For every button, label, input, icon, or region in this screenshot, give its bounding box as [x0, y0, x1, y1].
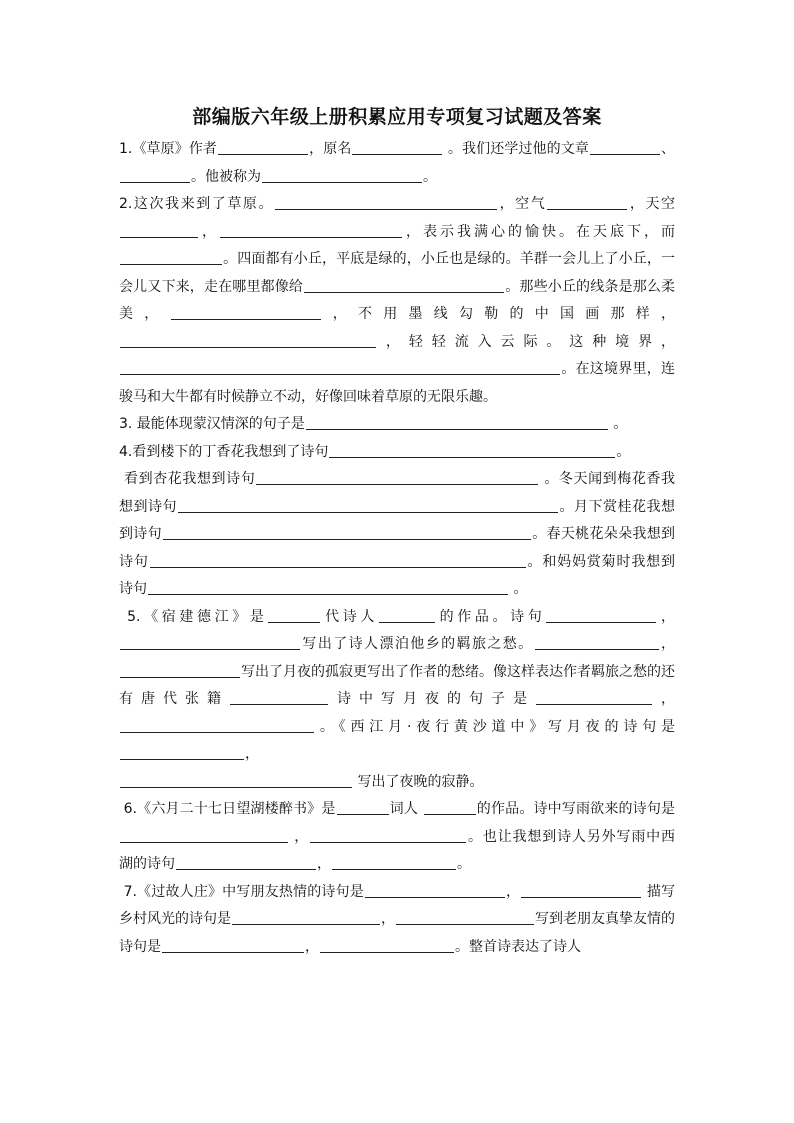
answer-blank[interactable]	[337, 800, 389, 815]
question-text: 7.《过故人庄》中写朋友热情的诗句是	[119, 883, 364, 900]
answer-blank[interactable]	[535, 635, 659, 650]
question-text: 。	[608, 416, 628, 432]
question-text: ，不用墨线勾勒的中国画那样，	[321, 306, 675, 322]
question-text: 。	[457, 856, 471, 872]
answer-blank[interactable]	[120, 718, 314, 733]
question-text: 。整首诗表达了诗人	[455, 938, 581, 955]
question-text: 的作品。诗句	[436, 608, 546, 625]
question-2	[119, 191, 675, 411]
question-text: ，表示我满心的愉快。在天底下，而	[403, 223, 675, 240]
answer-blank[interactable]	[162, 938, 304, 953]
answer-blank[interactable]	[120, 663, 240, 678]
question-list	[119, 136, 680, 961]
question-8	[119, 796, 680, 879]
answer-blank[interactable]	[120, 168, 190, 183]
question-text: ，天空	[628, 196, 676, 212]
worksheet-title: 部编版六年级上册积累应用专项复习试题及答案	[192, 106, 602, 128]
question-text: ，	[317, 856, 331, 872]
question-text: 、	[660, 141, 676, 157]
answer-blank[interactable]	[218, 140, 308, 155]
answer-blank[interactable]	[304, 278, 504, 293]
question-text: 。在这境界里，连骏马和大牛都有时候静立不动，好像回味着草原的无限乐趣。	[119, 361, 675, 405]
question-text: 。也让我想到诗人另外写雨中西湖的诗句	[119, 828, 676, 872]
answer-blank[interactable]	[310, 828, 466, 843]
question-text: 1.《草原》作者	[119, 141, 218, 157]
question-3	[119, 411, 675, 439]
answer-blank[interactable]	[120, 223, 198, 238]
question-text: 。《西江月·夜行黄沙道中》写月夜的诗句是	[315, 718, 675, 735]
answer-blank[interactable]	[171, 305, 321, 320]
question-text: 描写乡村风光的诗句是	[119, 883, 676, 927]
question-9	[119, 879, 675, 962]
question-4	[119, 439, 675, 467]
question-text: 。冬天闻到梅花香我想到诗句	[119, 471, 676, 515]
answer-blank[interactable]	[232, 910, 380, 925]
answer-blank[interactable]	[379, 608, 435, 623]
answer-blank[interactable]	[120, 360, 560, 375]
question-text: 5.《宿建德江》是	[119, 608, 268, 625]
question-text: ，	[245, 746, 259, 762]
answer-blank[interactable]	[268, 608, 320, 623]
question-text: 6.《六月二十七日望湖楼醉书》是	[119, 801, 336, 817]
answer-blank[interactable]	[178, 498, 558, 513]
answer-blank[interactable]	[256, 470, 538, 485]
question-text: ，	[653, 691, 675, 707]
answer-blank[interactable]	[546, 608, 656, 623]
question-text: 。春天桃花朵朵我想到诗句	[119, 526, 676, 570]
question-text: 写出了夜晚的寂静。	[353, 773, 484, 790]
question-text: 词人	[389, 801, 423, 817]
answer-blank[interactable]	[120, 333, 376, 348]
question-7	[119, 769, 675, 797]
answer-blank[interactable]	[120, 745, 244, 760]
answer-blank[interactable]	[120, 828, 288, 843]
answer-blank[interactable]	[120, 635, 300, 650]
question-text: ，	[305, 938, 319, 955]
answer-blank[interactable]	[590, 140, 660, 155]
answer-blank[interactable]	[396, 910, 534, 925]
question-text: 2.这次我来到了草原。	[119, 196, 275, 212]
question-text: 。和妈妈赏菊时我想到诗句	[119, 553, 676, 597]
answer-blank[interactable]	[329, 443, 615, 458]
question-text: 。	[423, 168, 437, 185]
question-text: 。	[509, 581, 528, 597]
answer-blank[interactable]	[163, 525, 531, 540]
question-text: ，	[505, 883, 521, 900]
answer-blank[interactable]	[120, 773, 352, 788]
question-text: 写出了月夜的孤寂更写出了作者的愁绪。像这样表达作者羁旅之愁的还有唐代张籍	[119, 663, 675, 707]
worksheet-page	[119, 102, 680, 961]
answer-blank[interactable]	[275, 195, 497, 210]
question-5	[119, 466, 675, 604]
answer-blank[interactable]	[536, 690, 652, 705]
answer-blank[interactable]	[332, 855, 456, 870]
answer-blank[interactable]	[230, 690, 328, 705]
question-text: ，	[199, 223, 219, 240]
question-text: 诗中写月夜的句子是	[329, 691, 535, 707]
answer-blank[interactable]	[148, 580, 508, 595]
question-text: 。他被称为	[191, 168, 261, 185]
question-text: ，原名	[309, 141, 352, 157]
question-text: 的作品。诗中写雨欲来的诗句是	[476, 801, 680, 817]
answer-blank[interactable]	[547, 195, 627, 210]
question-text: ，空气	[498, 196, 547, 212]
question-text: ，	[381, 911, 395, 927]
answer-blank[interactable]	[306, 415, 608, 430]
question-text: ，	[289, 828, 310, 845]
question-text: 。月下赏桂花我想到诗句	[119, 498, 675, 542]
answer-blank[interactable]	[220, 223, 402, 238]
answer-blank[interactable]	[365, 883, 505, 898]
question-text: ，轻轻流入云际。这种境界，	[377, 333, 675, 350]
answer-blank[interactable]	[176, 855, 316, 870]
question-text: 写出了诗人漂泊他乡的羁旅之愁。	[301, 636, 534, 652]
answer-blank[interactable]	[120, 250, 222, 265]
question-text: ，	[659, 636, 676, 652]
answer-blank[interactable]	[262, 168, 422, 183]
question-text: 代诗人	[321, 608, 378, 625]
question-text: 看到杏花我想到诗句	[119, 471, 256, 487]
answer-blank[interactable]	[521, 883, 641, 898]
question-text: 。四面都有小丘，平底是绿的，小丘也是绿的。羊群一会儿上了小丘，一会儿又下来，走在哪里都像给	[119, 251, 675, 295]
question-text: ，	[657, 608, 676, 625]
question-text: 。我们还学过他的文章	[443, 141, 589, 157]
question-text: 4.看到楼下的丁香花我想到了诗句	[119, 443, 329, 460]
question-1	[119, 136, 675, 191]
answer-blank[interactable]	[424, 800, 476, 815]
question-text: 3. 最能体现蒙汉情深的句子是	[119, 416, 305, 432]
answer-blank[interactable]	[150, 553, 526, 568]
question-text: 写到老朋友真挚友情的诗句是	[119, 911, 675, 955]
question-text: 。那些小丘的线条是那么柔美，	[119, 278, 676, 322]
answer-blank[interactable]	[352, 140, 442, 155]
answer-blank[interactable]	[320, 938, 454, 953]
question-text: 。	[616, 443, 631, 460]
question-6	[119, 604, 675, 769]
